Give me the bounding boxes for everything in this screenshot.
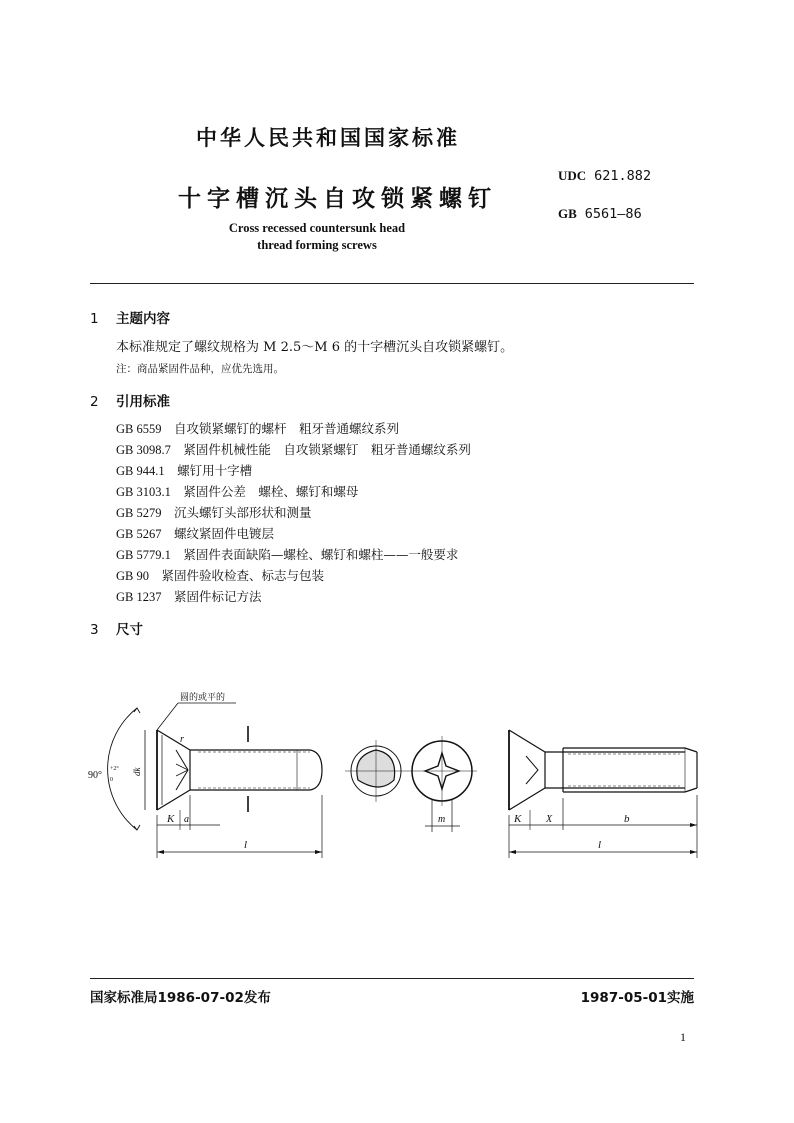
reference-code: GB 6559 xyxy=(116,422,162,436)
reference-item xyxy=(116,524,274,542)
reference-title: 紧固件公差 螺栓、螺钉和螺母 xyxy=(183,484,359,499)
reference-code: GB 1237 xyxy=(116,590,162,604)
reference-title: 螺钉用十字槽 xyxy=(177,463,253,478)
english-title-line1: Cross recessed countersunk head xyxy=(228,221,406,235)
l2-label: l xyxy=(598,839,602,851)
a-label: a xyxy=(184,814,189,825)
udc-label: UDC xyxy=(558,168,587,183)
footer-rule xyxy=(90,978,694,979)
reference-item xyxy=(116,545,458,563)
angle-label: 90° xyxy=(88,770,102,781)
section-number: 1 xyxy=(90,311,99,327)
reference-code: GB 5267 xyxy=(116,527,162,541)
reference-item xyxy=(116,419,399,437)
udc-number xyxy=(558,168,651,184)
reference-code: GB 944.1 xyxy=(116,464,165,478)
page-number: 1 xyxy=(680,1030,686,1044)
udc-value: 621.882 xyxy=(594,168,652,184)
effective-date: 1987-05-01实施 xyxy=(580,990,694,1006)
x-label: X xyxy=(546,814,553,825)
b-label: b xyxy=(624,813,630,825)
angle-tol-upper: +2° xyxy=(110,766,119,772)
section-title: 主题内容 xyxy=(116,311,170,327)
reference-item xyxy=(116,482,358,500)
section-number: 3 xyxy=(90,622,99,638)
reference-title: 螺纹紧固件电镀层 xyxy=(174,526,275,541)
gb-number xyxy=(558,206,642,222)
reference-title: 紧固件标记方法 xyxy=(174,589,262,604)
section-title: 尺寸 xyxy=(116,622,143,638)
reference-item xyxy=(116,440,471,458)
reference-code: GB 90 xyxy=(116,569,149,583)
reference-code: GB 3098.7 xyxy=(116,443,171,457)
reference-code: GB 5279 xyxy=(116,506,162,520)
reference-item xyxy=(116,503,312,521)
gb-value: 6561—86 xyxy=(584,206,642,222)
reference-item xyxy=(116,566,324,584)
angle-tol-lower: 0 xyxy=(110,777,113,783)
english-title-line2: thread forming screws xyxy=(257,238,377,252)
reference-title: 自攻锁紧螺钉的螺杆 粗牙普通螺纹系列 xyxy=(174,421,400,436)
screw-drawing xyxy=(0,680,794,870)
dk-label: dk xyxy=(132,767,142,776)
k2-label: K xyxy=(514,813,522,825)
thread-section xyxy=(357,750,395,787)
section-title: 引用标准 xyxy=(116,394,170,410)
section-heading-1 xyxy=(90,307,170,327)
section-heading-2 xyxy=(90,390,170,410)
r-label: r xyxy=(180,734,184,745)
reference-item xyxy=(116,587,262,605)
reference-item xyxy=(116,461,252,479)
standard-title: 中华人民共和国国家标准 xyxy=(196,126,460,150)
callout-label: 圆的或平的 xyxy=(180,692,226,702)
reference-title: 沉头螺钉头部形状和测量 xyxy=(174,505,312,520)
reference-code: GB 3103.1 xyxy=(116,485,171,499)
section-heading-3 xyxy=(90,618,143,638)
section-number: 2 xyxy=(90,394,99,410)
scope-text: 本标准规定了螺纹规格为 M 2.5～M 6 的十字槽沉头自攻锁紧螺钉。 xyxy=(116,340,514,355)
doc-title: 十字槽沉头自攻锁紧螺钉 xyxy=(178,186,497,212)
header-rule xyxy=(90,283,694,284)
gb-label: GB xyxy=(558,206,577,221)
m-label: m xyxy=(438,814,446,825)
reference-title: 紧固件表面缺陷—螺栓、螺钉和螺柱——一般要求 xyxy=(183,547,459,562)
l-label: l xyxy=(244,839,248,851)
reference-code: GB 5779.1 xyxy=(116,548,171,562)
scope-note: 注：商品紧固件品种，应优先选用。 xyxy=(116,363,284,375)
reference-title: 紧固件机械性能 自攻锁紧螺钉 粗牙普通螺纹系列 xyxy=(183,442,471,457)
reference-title: 紧固件验收检查、标志与包装 xyxy=(161,568,325,583)
k-label: K xyxy=(167,813,175,825)
issue-date: 国家标准局1986-07-02发布 xyxy=(90,990,271,1006)
english-title xyxy=(212,220,422,254)
